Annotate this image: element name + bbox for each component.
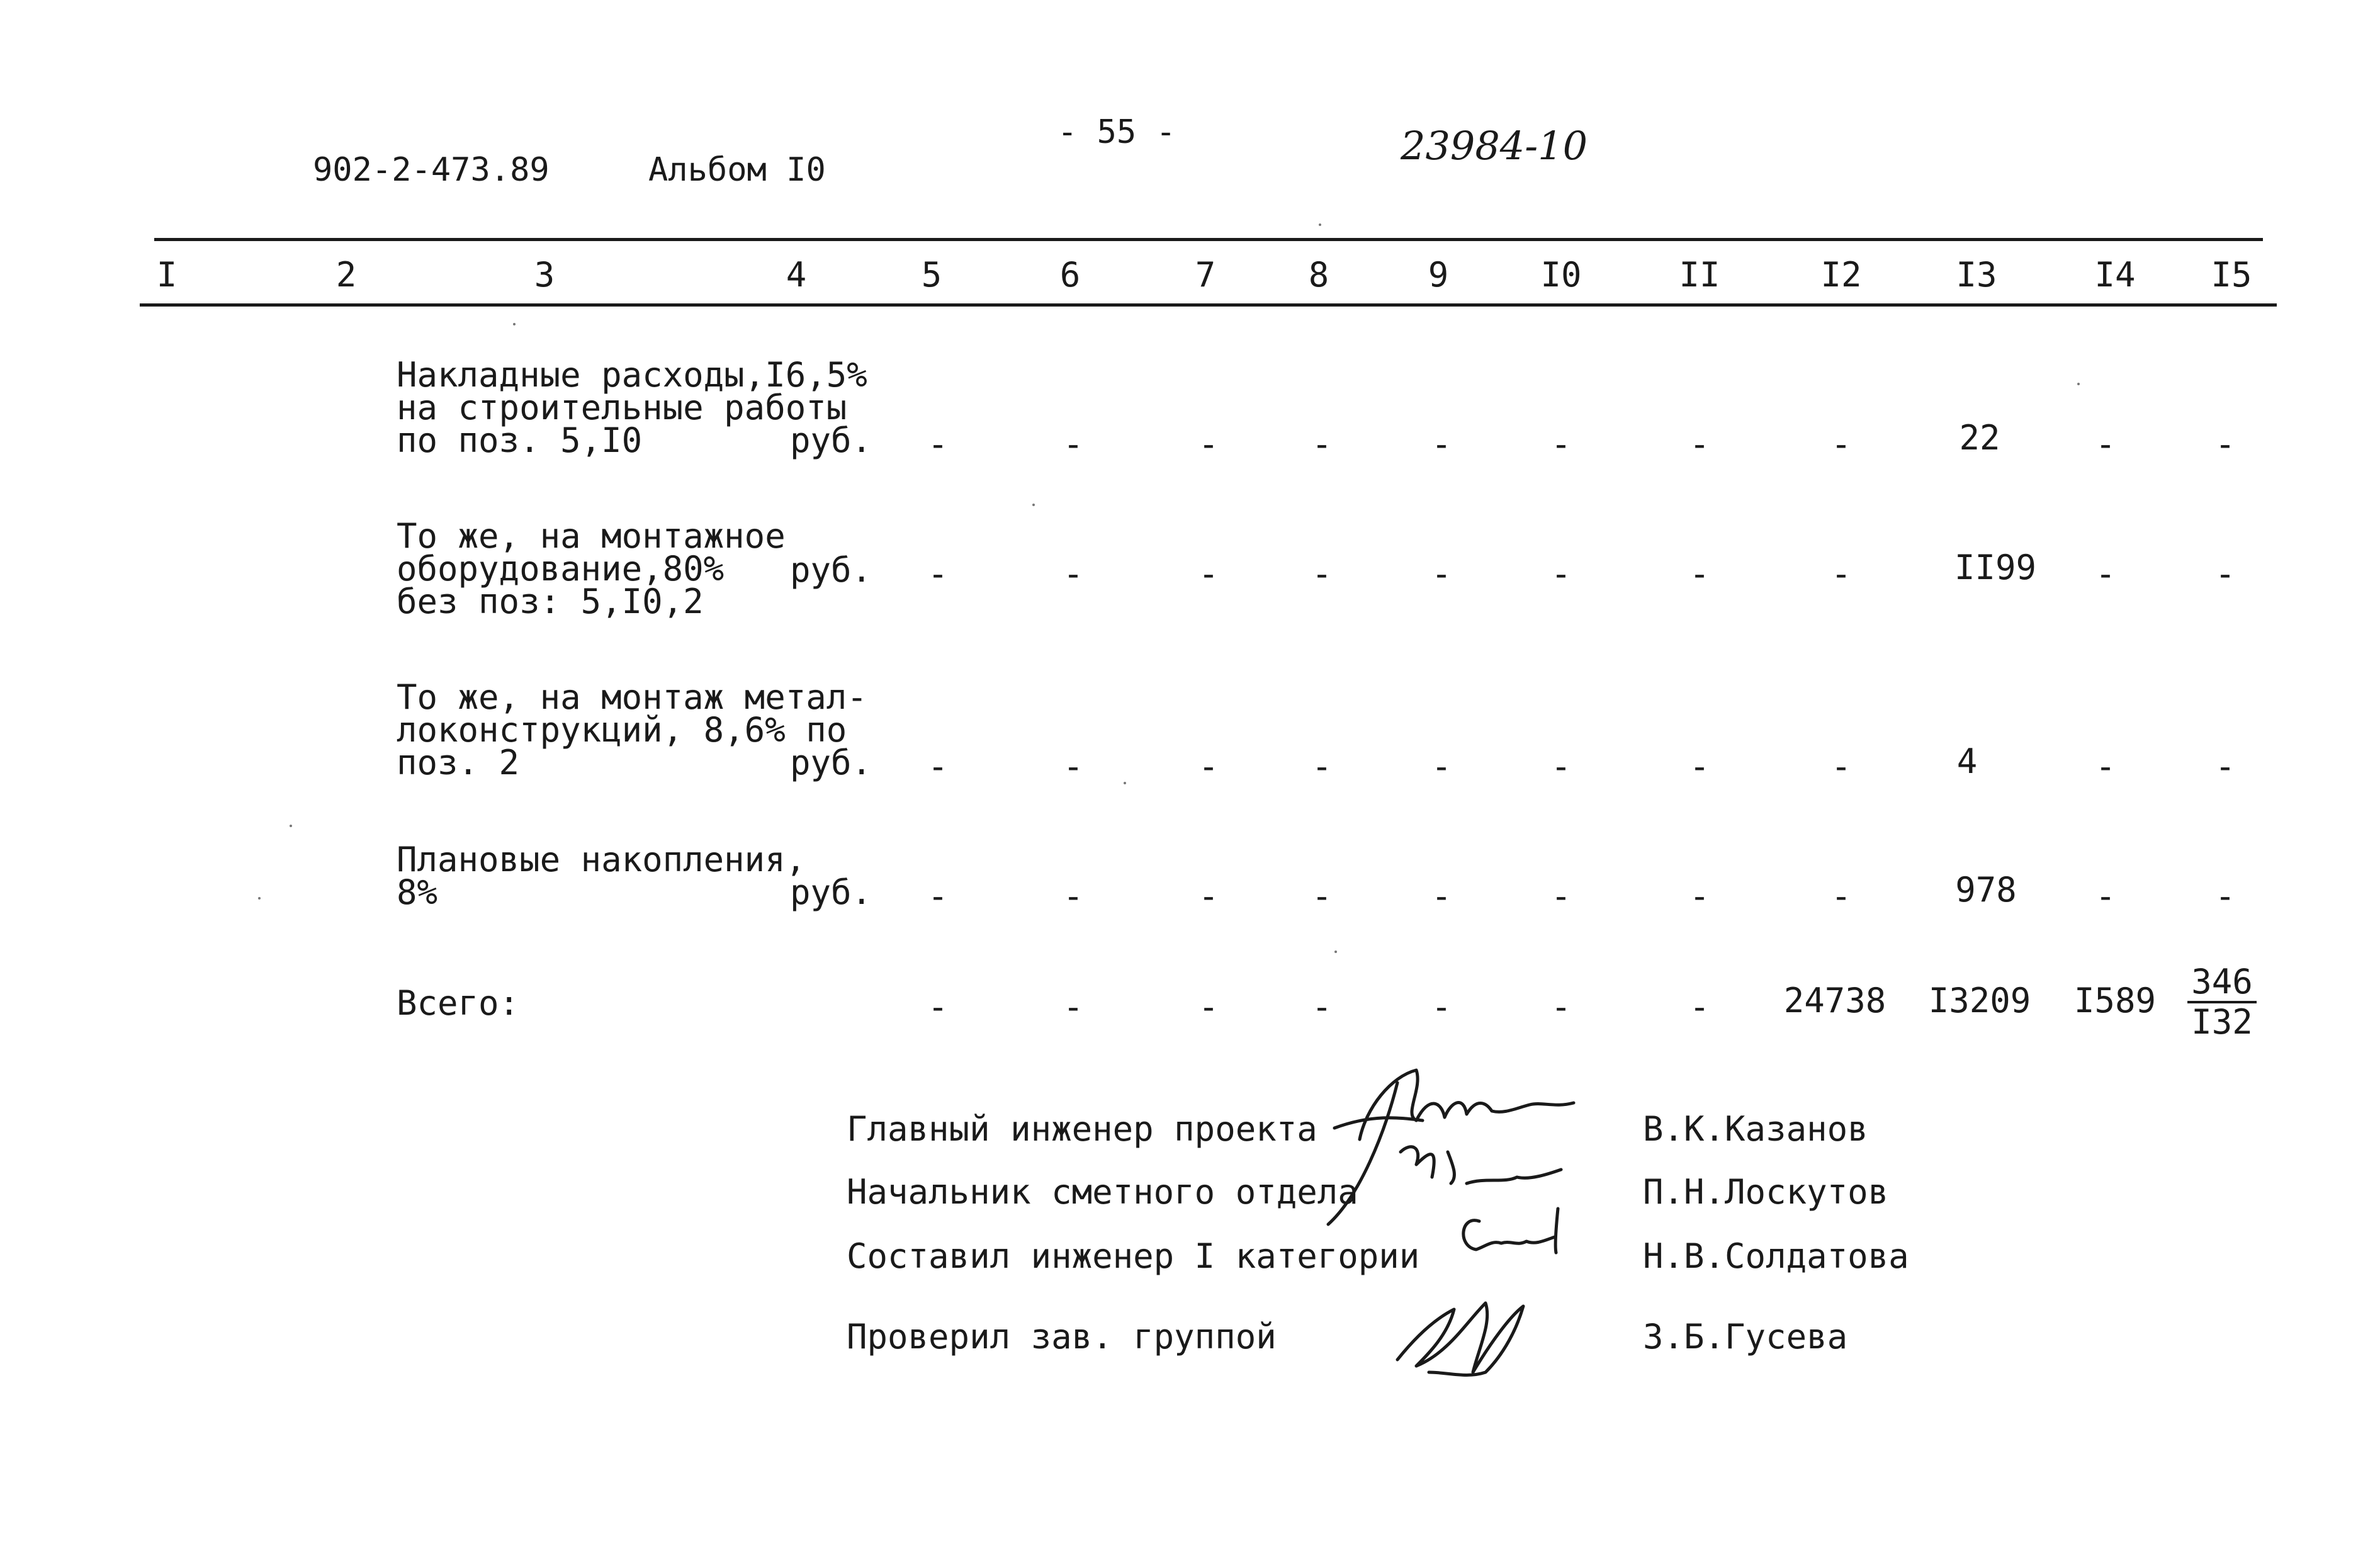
total-col15-fraction (2175, 963, 2269, 1041)
cell-col10: - (1550, 876, 1572, 916)
column-number: 9 (1428, 255, 1449, 295)
scan-speck (258, 897, 261, 900)
total-col10: - (1550, 987, 1572, 1027)
fraction-numerator: 346 (2187, 963, 2257, 1003)
cell-col11: - (1689, 747, 1710, 786)
scan-speck (513, 323, 516, 325)
cell-col14: - (2095, 554, 2116, 594)
row-description-line: Накладные расходы,I6,5% (397, 355, 867, 395)
signature-stroke (1397, 1303, 1523, 1375)
column-number: I4 (2094, 255, 2136, 295)
cell-col9: - (1431, 424, 1452, 464)
cell-col8: - (1311, 554, 1333, 594)
column-number: 3 (534, 255, 555, 295)
cell-col11: - (1689, 876, 1710, 916)
column-number: I3 (1956, 255, 1997, 295)
row-unit: руб. (790, 550, 872, 590)
cell-col10: - (1550, 424, 1572, 464)
row-description-line: по поз. 5,I0 (397, 420, 643, 460)
total-col8: - (1311, 987, 1333, 1027)
row-description-line: То же, на монтаж метал- (397, 677, 867, 717)
album-label: Альбом I0 (648, 151, 826, 189)
row-description-line: То же, на монтажное (397, 516, 786, 556)
cell-col11: - (1689, 424, 1710, 464)
cell-col8: - (1311, 876, 1333, 916)
row-description-line: на строительные работы (397, 388, 847, 427)
column-number: I2 (1820, 255, 1862, 295)
column-number: 4 (786, 255, 807, 295)
fraction-denominator: I32 (2191, 1002, 2253, 1042)
cell-col7: - (1198, 424, 1219, 464)
column-number: I (156, 255, 178, 295)
column-number: I5 (2211, 255, 2252, 295)
cell-col5: - (927, 747, 949, 786)
cell-col12: - (1830, 876, 1852, 916)
row-description-line: локонструкций, 8,6% по (397, 710, 847, 750)
scan-speck (1124, 782, 1126, 784)
row-unit: руб. (790, 872, 872, 912)
scan-speck (1319, 223, 1321, 226)
row-description-line: 8% (397, 872, 438, 912)
scan-speck (1032, 504, 1035, 506)
total-col13: I3209 (1928, 981, 2031, 1020)
total-col7: - (1198, 987, 1219, 1027)
row-description-line: без поз: 5,I0,2 (397, 582, 704, 621)
cell-col6: - (1063, 747, 1084, 786)
document-code: 902-2-473.89 (313, 151, 550, 189)
cell-col7: - (1198, 747, 1219, 786)
signature-role: Составил инженер I категории (847, 1236, 1420, 1276)
cell-col15: - (2214, 554, 2236, 594)
cell-col10: - (1550, 554, 1572, 594)
cell-col15: - (2214, 424, 2236, 464)
cell-col6: - (1063, 424, 1084, 464)
cell-col9: - (1431, 747, 1452, 786)
cell-col14: - (2095, 424, 2116, 464)
total-col14: I589 (2073, 981, 2157, 1020)
cell-col5: - (927, 424, 949, 464)
row-unit: руб. (790, 420, 872, 460)
cell-col5: - (927, 554, 949, 594)
column-number: 5 (921, 255, 942, 295)
column-number: 7 (1195, 255, 1216, 295)
signature-name: З.Б.Гусева (1643, 1317, 1848, 1357)
total-col9: - (1431, 987, 1452, 1027)
cell-col9: - (1431, 554, 1452, 594)
cell-col13: 978 (1955, 870, 2017, 910)
cell-col7: - (1198, 554, 1219, 594)
signature-role: Главный инженер проекта (847, 1109, 1317, 1149)
cell-col13: 22 (1959, 418, 2000, 458)
signature-role: Начальник сметного отдела (847, 1172, 1358, 1212)
column-number: 2 (336, 255, 357, 295)
scan-speck (1334, 951, 1337, 953)
cell-col14: - (2095, 747, 2116, 786)
cell-col15: - (2214, 747, 2236, 786)
signature-stroke (1334, 1070, 1574, 1139)
total-col11: - (1689, 987, 1710, 1027)
cell-col6: - (1063, 554, 1084, 594)
cell-col7: - (1198, 876, 1219, 916)
cell-col8: - (1311, 424, 1333, 464)
signature-name: П.Н.Лоскутов (1643, 1172, 1889, 1212)
row-description-line: Плановые накопления, (397, 840, 806, 879)
cell-col13: 4 (1956, 742, 1978, 781)
signature-name: Н.В.Солдатова (1643, 1236, 1909, 1276)
table-top-rule (154, 238, 2263, 241)
column-number: II (1679, 255, 1720, 295)
cell-col12: - (1830, 747, 1852, 786)
column-number: 6 (1059, 255, 1081, 295)
cell-col12: - (1830, 554, 1852, 594)
table-header-rule (140, 303, 2277, 307)
cell-col12: - (1830, 424, 1852, 464)
column-number: I0 (1540, 255, 1582, 295)
signature-role: Проверил зав. группой (847, 1317, 1277, 1357)
cell-col10: - (1550, 747, 1572, 786)
total-label: Всего: (397, 983, 520, 1023)
handwritten-reference: 23984-10 (1401, 123, 1588, 169)
cell-col11: - (1689, 554, 1710, 594)
scan-speck (2077, 383, 2080, 385)
cell-col13: II99 (1954, 548, 2037, 587)
handwritten-signatures (1322, 1058, 1637, 1410)
total-col6: - (1063, 987, 1084, 1027)
column-number: 8 (1308, 255, 1329, 295)
signature-name: В.К.Казанов (1643, 1109, 1868, 1149)
scan-speck (290, 825, 292, 827)
row-description-line: поз. 2 (397, 743, 520, 782)
signature-stroke (1328, 1083, 1397, 1224)
signature-stroke (1464, 1209, 1558, 1253)
signature-stroke (1401, 1147, 1561, 1183)
page-number: - 55 - (1057, 113, 1176, 151)
cell-col6: - (1063, 876, 1084, 916)
cell-col15: - (2214, 876, 2236, 916)
total-col5: - (927, 987, 949, 1027)
cell-col8: - (1311, 747, 1333, 786)
row-description-line: оборудование,80% (397, 549, 725, 589)
cell-col9: - (1431, 876, 1452, 916)
cell-col14: - (2095, 876, 2116, 916)
total-col12: 24738 (1783, 981, 1887, 1020)
cell-col5: - (927, 876, 949, 916)
row-unit: руб. (790, 743, 872, 782)
